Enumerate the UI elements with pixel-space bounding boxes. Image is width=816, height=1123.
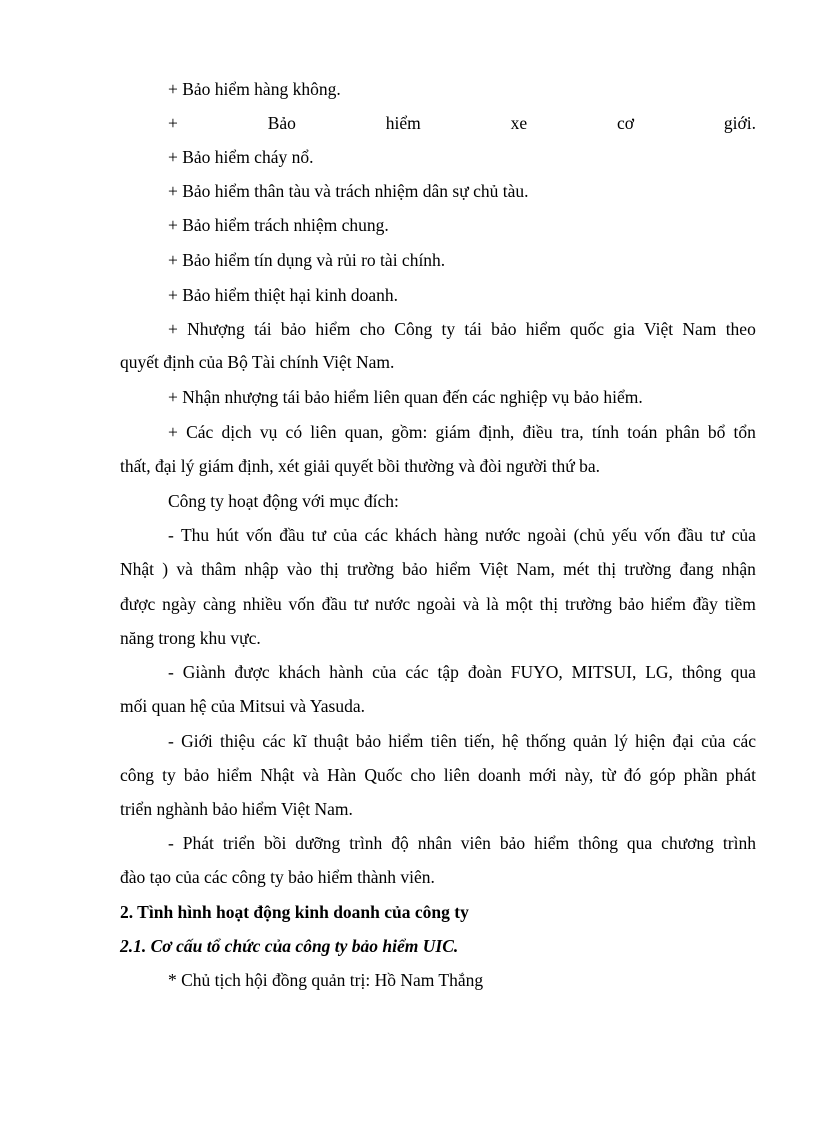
word: đầu xyxy=(279,525,305,545)
text-line: + Bảo hiểm trách nhiệm chung. xyxy=(168,215,389,235)
word: các xyxy=(364,525,388,545)
word: xe xyxy=(510,113,528,133)
word: FUYO, xyxy=(510,662,563,682)
word: Việt xyxy=(644,319,674,339)
word: gia xyxy=(613,319,635,339)
word: đang xyxy=(679,559,714,579)
word: - xyxy=(168,731,174,751)
word: mét xyxy=(563,559,590,579)
text-line xyxy=(168,421,756,443)
word: bảo xyxy=(355,731,382,751)
word: ngoài xyxy=(527,525,567,545)
word: + xyxy=(168,113,178,133)
word: Các xyxy=(186,422,214,442)
word: toán xyxy=(627,422,658,442)
word: từ xyxy=(601,765,616,785)
word: ty xyxy=(441,319,456,339)
word: hiểm xyxy=(315,319,351,339)
word: hiểm xyxy=(650,594,686,614)
word: đoàn xyxy=(467,662,502,682)
word: nhân xyxy=(417,833,452,853)
word: (chủ xyxy=(573,525,605,545)
word: của xyxy=(372,662,397,682)
word: tiềm xyxy=(724,594,756,614)
word: đó xyxy=(623,765,642,785)
word: tư xyxy=(311,525,326,545)
text-line: + Bảo hiểm hàng không. xyxy=(168,79,341,99)
word: thị xyxy=(597,559,617,579)
word: trường xyxy=(347,559,394,579)
word: liên xyxy=(443,765,470,785)
word: Nam, xyxy=(516,559,555,579)
word: mới xyxy=(528,765,557,785)
word: trường xyxy=(564,594,612,614)
word: thiệu xyxy=(219,731,255,751)
word: hiện xyxy=(635,731,666,751)
word: ) xyxy=(162,559,169,579)
text-line xyxy=(120,593,756,615)
word: LG, xyxy=(645,662,673,682)
word: và xyxy=(302,765,319,785)
text-line: mối quan hệ của Mitsui và Yasuda. xyxy=(120,696,365,716)
word: theo xyxy=(725,319,756,339)
text-line xyxy=(120,558,756,580)
word: ngày xyxy=(162,594,197,614)
word: kĩ xyxy=(292,731,307,751)
text-line xyxy=(168,661,756,683)
word: tiến, xyxy=(464,731,495,751)
word: + xyxy=(168,319,178,339)
text-line xyxy=(168,524,756,546)
word: vốn xyxy=(644,525,671,545)
word: MITSUI, xyxy=(571,662,637,682)
word: là xyxy=(486,594,499,614)
word: Nhượng xyxy=(187,319,245,339)
word: điều xyxy=(522,422,553,442)
word: Nhật xyxy=(260,765,295,785)
word: bổ xyxy=(707,422,726,442)
word: phân xyxy=(665,422,700,442)
word: nước xyxy=(485,525,521,545)
text-line xyxy=(168,730,756,752)
text-line: + Nhận nhượng tái bảo hiểm liên quan đến các nghiệp vụ bảo hiểm. xyxy=(168,387,643,407)
word: nước xyxy=(374,594,411,614)
word: hiểm xyxy=(525,319,561,339)
word: - xyxy=(168,525,174,545)
text-line xyxy=(120,764,756,786)
word: liên xyxy=(310,422,337,442)
word: gồm: xyxy=(391,422,428,442)
word: giới. xyxy=(723,113,756,133)
word: thâm xyxy=(201,559,237,579)
word: trường xyxy=(624,559,672,579)
word: ty xyxy=(162,765,176,785)
word: tính xyxy=(591,422,620,442)
word: Thu xyxy=(180,525,210,545)
word: tái xyxy=(464,319,482,339)
word: hiểm xyxy=(435,559,471,579)
word: vốn xyxy=(245,525,273,545)
text-line: + Bảo hiểm thân tàu và trách nhiệm dân sự chủ tàu. xyxy=(168,181,529,201)
word: Quốc xyxy=(364,765,403,785)
word: được xyxy=(120,594,156,614)
word: Giới xyxy=(181,731,213,751)
word: bảo xyxy=(618,594,644,614)
word: phần xyxy=(683,765,718,785)
word: chương xyxy=(661,833,714,853)
word: tập xyxy=(437,662,459,682)
text-line xyxy=(168,112,756,134)
word: hút xyxy=(216,525,239,545)
word: cơ xyxy=(616,113,635,133)
word: tiên xyxy=(430,731,457,751)
word: Nam xyxy=(682,319,717,339)
word: Phát xyxy=(182,833,214,853)
word: đầy xyxy=(692,594,718,614)
word: các xyxy=(732,731,756,751)
word: thuật xyxy=(313,731,349,751)
word: định, xyxy=(478,422,515,442)
word: giám xyxy=(435,422,471,442)
word: đại xyxy=(672,731,694,751)
text-line: đào tạo của các công ty bảo hiểm thành viên. xyxy=(120,867,435,887)
word: công xyxy=(120,765,155,785)
word: trình xyxy=(349,833,383,853)
word: và xyxy=(176,559,193,579)
word: quốc xyxy=(570,319,605,339)
word: một xyxy=(505,594,533,614)
word: tái xyxy=(254,319,272,339)
word: bồi xyxy=(263,833,287,853)
text-line xyxy=(168,318,756,340)
word: cho xyxy=(359,319,385,339)
word: tư xyxy=(710,525,725,545)
word: Việt xyxy=(479,559,509,579)
word: này, xyxy=(564,765,594,785)
text-line: triển nghành bảo hiểm Việt Nam. xyxy=(120,799,353,819)
word: và xyxy=(462,594,480,614)
word: hệ xyxy=(502,731,519,751)
text-line: + Bảo hiểm tín dụng và rủi ro tài chính. xyxy=(168,250,446,270)
word: tổn xyxy=(733,422,756,442)
word: Hàn xyxy=(327,765,357,785)
word: ngoài xyxy=(417,594,456,614)
word: càng xyxy=(202,594,236,614)
text-line: thất, đại lý giám định, xét giải quyết bồi thường và đòi người thứ ba. xyxy=(120,456,601,476)
word: các xyxy=(405,662,429,682)
word: Nhật xyxy=(120,559,155,579)
word: nhận xyxy=(721,559,756,579)
word: thông xyxy=(681,662,722,682)
word: của xyxy=(701,731,726,751)
word: tra, xyxy=(560,422,584,442)
word: triển xyxy=(222,833,255,853)
text-line xyxy=(168,832,756,854)
word: của xyxy=(333,525,358,545)
word: nhập xyxy=(244,559,279,579)
chairman-line: * Chủ tịch hội đồng quản trị: Hồ Nam Thắng xyxy=(168,970,484,990)
word: quan, xyxy=(344,422,384,442)
word: hành xyxy=(329,662,364,682)
text-line: quyết định của Bộ Tài chính Việt Nam. xyxy=(120,352,395,372)
word: cho xyxy=(410,765,436,785)
word: nhiều xyxy=(242,594,282,614)
word: Công xyxy=(394,319,433,339)
word: hàng xyxy=(443,525,478,545)
word: hiểm xyxy=(385,113,421,133)
word: dưỡng xyxy=(295,833,341,853)
word: khách xyxy=(395,525,437,545)
word: dịch xyxy=(221,422,252,442)
word: trình xyxy=(722,833,756,853)
word: vụ xyxy=(259,422,278,442)
text-line: năng trong khu vực. xyxy=(120,628,261,648)
word: thị xyxy=(539,594,559,614)
word: bảo xyxy=(491,319,517,339)
word: đầu xyxy=(321,594,347,614)
word: các xyxy=(262,731,286,751)
word: tư xyxy=(353,594,369,614)
word: Bảo xyxy=(267,113,296,133)
word: yếu xyxy=(611,525,638,545)
section-heading: 2. Tình hình hoạt động kinh doanh của công ty xyxy=(120,902,469,922)
word: Giành xyxy=(182,662,226,682)
word: của xyxy=(731,525,756,545)
word: vào xyxy=(286,559,313,579)
word: lý xyxy=(614,731,628,751)
text-line: + Bảo hiểm thiệt hại kinh doanh. xyxy=(168,285,399,305)
word: bảo xyxy=(183,765,210,785)
word: - xyxy=(168,662,174,682)
word: được xyxy=(234,662,270,682)
word: góp xyxy=(649,765,676,785)
word: bảo xyxy=(280,319,307,339)
word: - xyxy=(168,833,174,853)
word: bảo xyxy=(499,833,526,853)
text-line: + Bảo hiểm cháy nổ. xyxy=(168,147,314,167)
word: vốn xyxy=(288,594,315,614)
word: thống xyxy=(525,731,566,751)
word: hiểm xyxy=(534,833,570,853)
word: thông xyxy=(578,833,618,853)
word: viên xyxy=(460,833,491,853)
word: phát xyxy=(725,765,756,785)
word: qua xyxy=(626,833,653,853)
word: quản xyxy=(572,731,607,751)
word: bảo xyxy=(402,559,428,579)
word: độ xyxy=(391,833,409,853)
word: hiểm xyxy=(388,731,424,751)
word: thị xyxy=(320,559,339,579)
word: + xyxy=(168,422,178,442)
subsection-heading: 2.1. Cơ cấu tổ chức của công ty bảo hiểm UIC. xyxy=(120,936,459,956)
word: đầu xyxy=(677,525,703,545)
word: có xyxy=(285,422,303,442)
text-line: Công ty hoạt động với mục đích: xyxy=(168,491,399,511)
word: doanh xyxy=(478,765,521,785)
word: hiểm xyxy=(217,765,253,785)
word: khách xyxy=(278,662,321,682)
word: qua xyxy=(730,662,756,682)
